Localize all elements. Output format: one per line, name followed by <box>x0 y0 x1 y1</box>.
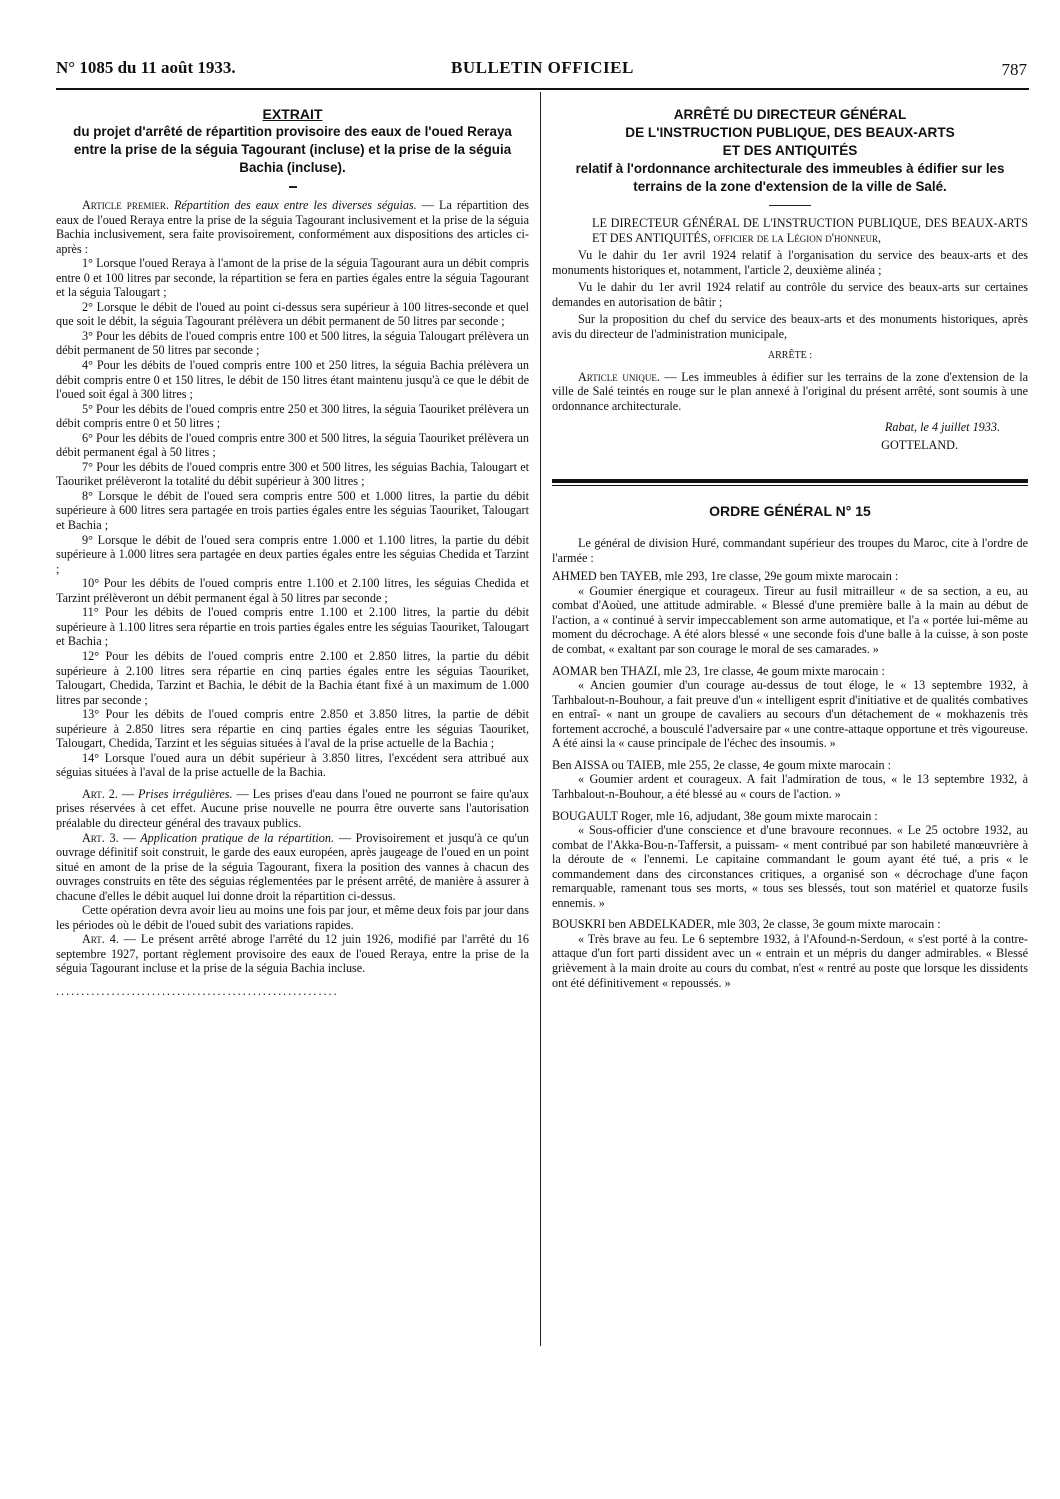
article-1-label: Article premier. <box>82 198 169 212</box>
publication-title: BULLETIN OFFICIEL <box>451 58 634 77</box>
column-divider <box>540 92 541 1346</box>
decree-arrete: ARRÊTE : <box>767 350 813 362</box>
article-2-heading: Prises irrégulières. <box>138 786 233 801</box>
article-3: Art. 3. — Application pratique de la répartition. — Provisoirement et jusqu'à ce qu'un ouvrage définitif soit construit, le garde des eaux européen, après jaugeage de l'oued en un point situé en amont de la prise de la séguia Tagourant, fixera la position des vannes à chacun des ouvrages construits en tête des séguias réglementées par le présent arrêté, de manière à assurer à chacune d'elles le débit auquel lui donne droit la répartition ci-dessus. <box>56 830 530 903</box>
article-1-heading: Répartition des eaux entre les diverses séguias. <box>173 198 417 212</box>
decree-title-line-3: ET DES ANTIQUITÉS <box>722 143 858 158</box>
list-item: 13° Pour les débits de l'oued compris entre 2.850 et 3.850 litres, la partie de débit supérieure à 2.850 litres sera répartie en cinq parties égales entre les séguias Taouriket, Talougart, Chedida, Tarzint et les séguias situées à l'aval de la prise actuelle de la Bachia ; <box>56 707 529 751</box>
article-3-label: Art. 3. <box>82 830 119 845</box>
left-column <box>56 100 529 999</box>
citation-name: AOMAR ben THAZI, <box>552 663 661 678</box>
article-3-text-2: Cette opération devra avoir lieu au moins une fois par jour, et même deux fois par jour dans les périodes où le débit de l'oued subit des variations rapides. <box>56 903 529 932</box>
list-item: 10° Pour les débits de l'oued compris entre 1.100 et 2.100 litres, les séguias Chedida et Tarzint prélèveront un débit permanent égal à 50 litres par seconde ; <box>56 576 529 605</box>
citation-name: AHMED ben TAYEB, <box>552 569 662 584</box>
extract-subtitle: du projet d'arrêté de répartition provisoire des eaux de l'oued Reraya entre la prise de la séguia Tagourant (incluse) et la prise de la séguia Bachia (incluse). <box>73 124 512 175</box>
issue-number: N° 1085 du 11 août 1933. <box>56 58 236 77</box>
right-column <box>552 100 1028 990</box>
list-item: 3° Pour les débits de l'oued compris entre 100 et 500 litres, la séguia Talougart prélèvera un débit permanent de 50 litres par seconde ; <box>56 328 529 358</box>
section-rule <box>552 479 1028 486</box>
article-2-text: — Les prises d'eau dans l'oued ne pourront se faire qu'aux prises réservées à cet effet. Aucune prise nouvelle ne pourra être ouverte sans l'autorisation préalable du directeur général des travaux publics. <box>56 786 529 830</box>
article-unique-text: — Les immeubles à édifier sur les terrains de la zone d'extension de la ville de Salé teintés en rouge sur le plan annexé à l'original du présent arrêté, sont soumis à une ordonnance architecturale. <box>552 369 1028 414</box>
list-item: 9° Lorsque le débit de l'oued sera compris entre 1.000 et 1.100 litres, la partie du débit supérieure à 1.000 litres sera partagée en deux parties égales entre les séguias Chedida et Tarzint ; <box>56 532 529 576</box>
citation-text: « Goumier énergique et courageux. Tireur au fusil mitrailleur « de sa section, a eu, au combat d'Aoùed, une attitude admirable. « Blessé d'une première balle à la main au début de l'action, a « continué à servir impeccablement son arme automatique, et l'a « portée lui-même au moment du décrochage. A été alors blessé « une seconde fois d'une balle à la cuisse, à son poste de combat, « exaltant par son courage le moral de ses camarades. » <box>552 583 1028 657</box>
article-1-intro: — La répartition des eaux de l'oued Reraya entre la prise de la séguia Tagourant inclusivement et la prise de la séguia Bachia inclusivement, sera faite provisoirement, conformément aux dispositions des articles ci-après : <box>56 198 529 256</box>
article-4 <box>56 932 529 976</box>
list-item: 14° Lorsque l'oued aura un débit supérieur à 3.850 litres, l'excédent sera attribué aux séguias situées à l'aval de la prise actuelle de la Bachia. <box>56 750 529 780</box>
citation-text: « Très brave au feu. Le 6 septembre 1932, à l'Afound-n-Serdoun, « s'est porté à la contre-attaque d'un fort parti dissident avec un « entrain et un mépris du danger admirables. « Blessé grièvement à la main droite au cours du combat, n'est « rentré au poste que lorsque les dissidents ont été définitivement « repoussés. » <box>552 931 1028 990</box>
article-2-label: Art. 2. <box>82 786 118 801</box>
dotted-separator: ........................................................ <box>56 983 339 998</box>
citation-text: « Ancien goumier d'un courage au-dessus de tout éloge, le « 13 septembre 1932, à Tarhbalout-n-Bouhour, a fait preuve d'un « intelligent esprit d'initiative et de qualités combatives en entraî- « nant un groupe de cavaliers au secours d'un détachement de « mokhazenis très fortement accroché, a bousculé l'adversaire par « une contre-attaque opportune et très vigoureuse. A été ainsi la « cause principale de l'échec des insoumis. » <box>552 678 1028 751</box>
list-item: 8° Lorsque le débit de l'oued sera compris entre 500 et 1.000 litres, la partie du débit supérieure à 600 litres sera partagée en trois parties égales entre les séguias Taouriket, Talougart et Bachia ; <box>56 488 529 533</box>
article-4-label: Art. 4. <box>82 932 119 947</box>
page-number: 787 <box>1001 60 1027 79</box>
citation-name: BOUSKRI ben ABDELKADER, <box>552 917 715 932</box>
citation-text: « Sous-officier d'une conscience et d'une bravoure reconnues. « Le 25 octobre 1932, au combat de l'Akka-Bou-n-Taffersit, a puissam- « ment contribué par son habileté manœuvrière à la déroute de « l'ennemi. Le capitaine commandant le goum ayant été tué, a pris « le commandement dans des circonstances critiques, a organisé son « décrochage d'une façon remarquable, ramenant tous ses morts, « tous ses blessés, tout son matériel et quatorze fusils ennemis. » <box>552 823 1028 910</box>
list-item: 12° Pour les débits de l'oued compris entre 2.100 et 2.850 litres, la partie du débit supérieure à 2.100 litres sera répartie en cinq parties égales entre les séguias Taouriket, Talougart, Chedida, Tarzint et Bachia, le débit de la Bachia étant fixé à un maximum de 1.000 litres par seconde ; <box>56 648 529 707</box>
extract-title: EXTRAIT <box>262 106 323 122</box>
list-item: 1° Lorsque l'oued Reraya à l'amont de la prise de la séguia Tagourant aura un débit compris entre 0 et 100 litres par seconde, la répartition se fera en parties égales entre la séguia Tagourant et la séguia Talougart ; <box>56 256 529 300</box>
ordre-title: ORDRE GÉNÉRAL N° 15 <box>709 502 871 519</box>
decree-vu-3: Sur la proposition du chef du service des beaux-arts et des monuments historiques, après avis du directeur de l'administration municipale, <box>552 312 1028 341</box>
citation-heading <box>552 917 1028 932</box>
article-4-text: — Le présent arrêté abroge l'arrêté du 12 juin 1926, modifié par l'arrêté du 16 septembre 1927, portant règlement provisoire des eaux de l'oued Reraya, entre la prise de la séguia Tagourant incluse et la prise de la séguia Bachia incluse. <box>56 932 530 976</box>
signature-date: Rabat, le 4 juillet 1933. <box>884 419 1000 434</box>
list-item: 5° Pour les débits de l'oued compris entre 250 et 300 litres, la séguia Taouriket prélèvera un débit compris entre 0 et 50 litres ; <box>56 401 529 431</box>
signature-name: GOTTELAND. <box>881 438 958 453</box>
decree-vu-1: Vu le dahir du 1er avril 1924 relatif à l'organisation du service des beaux-arts et des monuments historiques et, notamment, l'article 2, deuxième alinéa ; <box>552 248 1028 277</box>
citation-details: mle 293, 1re classe, 29e goum mixte marocain : <box>664 569 899 584</box>
article-3-text: — Provisoirement et jusqu'à ce qu'un ouvrage définitif soit construit, le garde des eaux européen, après jaugeage de l'oued en un point situé en amont de la prise de la séguia Tagourant, fixera la position des vannes à chacun des ouvrages construits en tête des séguias réglementées par le présent arrêté, de manière à assurer à chacune d'elles le débit auquel lui donne droit la répartition ci-dessus. <box>56 830 530 903</box>
decree-subtitle: relatif à l'ordonnance architecturale des immeubles à édifier sur les terrains de la zone d'extension de la ville de Salé. <box>575 161 1005 194</box>
article-unique-label: Article unique. <box>578 369 660 384</box>
article-1 <box>56 198 529 256</box>
citation-text: « Goumier ardent et courageux. A fait l'admiration de tous, « le 13 septembre 1932, à Tarhbalout-n-Bouhour, a été blessé au « cours de l'action. » <box>552 772 1028 801</box>
citation-details: mle 23, 1re classe, 4e goum mixte marocain : <box>663 663 885 678</box>
decree-vu-2: Vu le dahir du 1er avril 1924 relatif au contrôle du service des beaux-arts sur certaines demandes en autorisation de bâtir ; <box>552 280 1028 309</box>
citation-name: BOUGAULT Roger, <box>552 808 654 823</box>
list-item: 11° Pour les débits de l'oued compris entre 1.100 et 2.100 litres, la partie du débit supérieure à 1.100 litres sera répartie en trois parties égales entre les séguias Taouriket, Talougart et Bachia ; <box>56 605 529 649</box>
citation-details: mle 16, adjudant, 38e goum mixte marocain : <box>656 808 878 823</box>
list-item: 2° Lorsque le débit de l'oued au point ci-dessus sera supérieur à 100 litres-seconde et quel que soit le débit, la séguia Tagourant prélèvera un débit permanent de 50 litres par seconde ; <box>56 299 529 329</box>
citation-details: mle 303, 2e classe, 3e goum mixte marocain : <box>717 917 941 932</box>
list-item: 7° Pour les débits de l'oued compris entre 300 et 500 litres, les séguias Bachia, Talougart et Taouriket prélèveront la totalité du débit supérieur à 300 litres ; <box>56 459 529 489</box>
citation-heading <box>552 664 1028 679</box>
separator <box>289 186 297 188</box>
list-item: 6° Pour les débits de l'oued compris entre 300 et 500 litres, la séguia Taouriket prélèvera un débit permanent égal à 50 litres ; <box>56 430 529 460</box>
citation-heading <box>552 758 1028 773</box>
citation-heading <box>552 809 1028 824</box>
decree-title-line-1: ARRÊTÉ DU DIRECTEUR GÉNÉRAL <box>673 107 907 122</box>
page-header <box>56 54 1029 90</box>
ordre-intro: Le général de division Huré, commandant supérieur des troupes du Maroc, cite à l'ordre de l'armée : <box>552 536 1028 565</box>
citation-heading <box>552 569 1028 584</box>
decree-title-line-2: DE L'INSTRUCTION PUBLIQUE, DES BEAUX-ARTS <box>625 125 955 140</box>
decree-preamble: LE DIRECTEUR GÉNÉRAL DE L'INSTRUCTION PUBLIQUE, DES BEAUX-ARTS ET DES ANTIQUITÉS, officier de la Légion d'honneur, <box>592 216 1028 245</box>
separator <box>769 205 811 206</box>
citation-details: mle 255, 2e classe, 4e goum mixte marocain : <box>667 757 891 772</box>
citation-name: Ben AISSA ou TAIEB, <box>552 757 665 772</box>
article-3-heading: Application pratique de la répartition. <box>140 830 334 845</box>
article-2: Art. 2. — Prises irrégulières. — Les prises d'eau dans l'oued ne pourront se faire qu'aux prises réservées à cet effet. Aucune prise nouvelle ne pourra être ouverte sans l'autorisation préalable du directeur général des travaux publics. <box>56 786 529 830</box>
list-item: 4° Pour les débits de l'oued compris entre 100 et 250 litres, la séguia Bachia prélèvera un débit compris entre 0 et 150 litres, le débit de 150 litres étant maintenu jusqu'à ce que le débit de l'oued soit égal à 300 litres ; <box>56 358 529 402</box>
article-unique <box>552 370 1028 414</box>
